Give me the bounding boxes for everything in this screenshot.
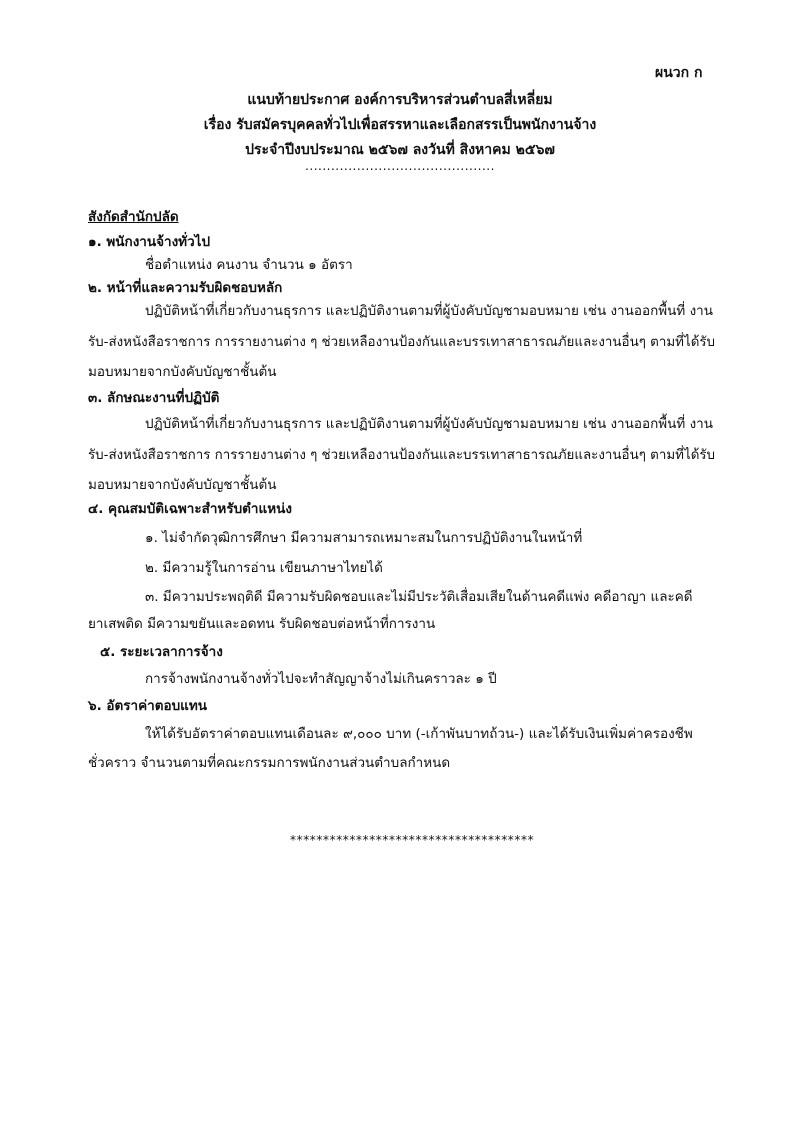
compensation-line-2: ชั่วคราว จำนวนตามที่คณะกรรมการพนักงานส่วนตำบลกำหนด	[88, 755, 451, 771]
employment-period-line: การจ้างพนักงานจ้างทั่วไปจะทำสัญญาจ้างไม่เกินคราวละ ๑ ปี	[145, 671, 497, 687]
qualification-item-2: ๒. มีความรู้ในการอ่าน เขียนภาษาไทยได้	[145, 560, 383, 576]
section-3-paragraph-line: ปฏิบัติหน้าที่เกี่ยวกับงานธุรการ และปฏิบัติงานตามที่ผู้บังคับบัญชามอบหมาย เช่น งานออกพื้นที่ งาน	[145, 416, 713, 432]
section-6-heading: ๖. อัตราค่าตอบแทน	[88, 698, 207, 714]
section-2-heading: ๒. หน้าที่และความรับผิดชอบหลัก	[88, 280, 283, 296]
section-3-paragraph-line: มอบหมายจากบังคับบัญชาชั้นต้น	[88, 477, 277, 493]
compensation-line-1: ให้ได้รับอัตราค่าตอบแทนเดือนละ ๙,๐๐๐ บาท (-เก้าพันบาทถ้วน-) และได้รับเงินเพิ่มค่าครองชีพ	[145, 726, 693, 742]
position-line: ชื่อตำแหน่ง คนงาน จำนวน ๑ อัตรา	[145, 257, 353, 273]
qualification-item-3-line-2: ยาเสพติด มีความขยันและอดทน รับผิดชอบต่อหน้าที่การงาน	[88, 616, 436, 632]
section-5-heading: ๕. ระยะเวลาการจ้าง	[100, 644, 223, 660]
section-1-heading: ๑. พนักงานจ้างทั่วไป	[88, 234, 211, 250]
department-label: สังกัดสำนักปลัด	[88, 209, 179, 225]
footer-stars-separator: *************************************	[290, 833, 535, 847]
annex-label: ผนวก ก	[655, 65, 703, 81]
header-dots-separator: ............................................	[305, 159, 495, 173]
section-2-paragraph-line: มอบหมายจากบังคับบัญชาชั้นต้น	[88, 364, 277, 380]
section-3-heading: ๓. ลักษณะงานที่ปฏิบัติ	[88, 390, 220, 406]
section-3-paragraph-line: รับ-ส่งหนังสือราชการ การรายงานต่าง ๆ ช่วยเหลืองานป้องกันและบรรเทาสาธารณภัยและงานอื่นๆ ตามที่ได้รับ	[88, 447, 716, 463]
section-2-paragraph-line: ปฏิบัติหน้าที่เกี่ยวกับงานธุรการ และปฏิบัติงานตามที่ผู้บังคับบัญชามอบหมาย เช่น งานออกพื้นที่ งาน	[145, 303, 713, 319]
qualification-item-3-line-1: ๓. มีความประพฤติดี มีความรับผิดชอบและไม่มีประวัติเสื่อมเสียในด้านคดีแพ่ง คดีอาญา และคดี	[145, 589, 693, 605]
header-line-2: เรื่อง รับสมัครบุคคลทั่วไปเพื่อสรรหาและเลือกสรรเป็นพนักงานจ้าง	[203, 117, 597, 133]
section-4-heading: ๔. คุณสมบัติเฉพาะสำหรับตำแหน่ง	[88, 501, 292, 517]
qualification-item-1: ๑. ไม่จำกัดวุฒิการศึกษา มีความสามารถเหมาะสมในการปฏิบัติงานในหน้าที่	[145, 530, 583, 546]
header-line-3: ประจำปีงบประมาณ ๒๕๖๗ ลงวันที่ สิงหาคม ๒๕๖๗	[245, 142, 555, 158]
header-line-1: แนบท้ายประกาศ องค์การบริหารส่วนตำบลสี่เหลี่ยม	[247, 92, 553, 108]
section-2-paragraph-line: รับ-ส่งหนังสือราชการ การรายงานต่าง ๆ ช่วยเหลืองานป้องกันและบรรเทาสาธารณภัยและงานอื่นๆ ตามที่ได้รับ	[88, 334, 716, 350]
